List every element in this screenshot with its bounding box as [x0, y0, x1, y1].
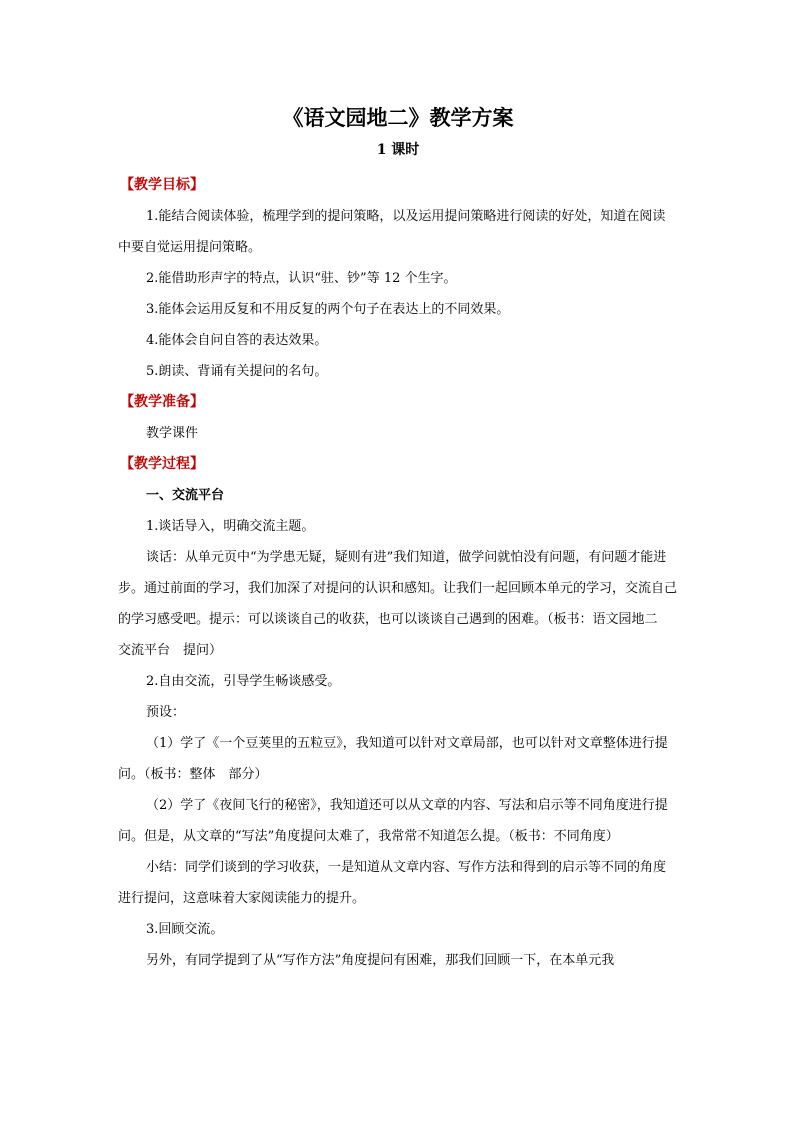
section-objectives — [118, 170, 678, 387]
paragraph: 教学课件 — [146, 426, 199, 441]
paragraph: 另外，有同学提到了从“写作方法”角度提问有困难，那我们回顾一下，在本单元我 — [146, 953, 615, 968]
section-heading: 【教学目标】 — [120, 177, 204, 193]
subheading: 一、交流平台 — [146, 488, 225, 503]
paragraph: 4.能体会自问自答的表达效果。 — [146, 333, 328, 348]
paragraph: （1）学了《一个豆荚里的五粒豆》，我知道可以针对文章局部，也可以针对文章整体进行提问。（板书：整体 部分） — [118, 736, 668, 782]
paragraph: （2）学了《夜间飞行的秘密》，我知道还可以从文章的内容、写法和启示等不同角度进行提问。但是，从文章的“写法”角度提问太难了，我常常不知道怎么提。（板书：不同角度） — [118, 798, 668, 844]
paragraph: 5.朗读、背诵有关提问的名句。 — [146, 364, 328, 379]
paragraph: 1.谈话导入，明确交流主题。 — [146, 519, 315, 534]
section-preparation — [118, 387, 678, 449]
paragraph: 2.自由交流，引导学生畅谈感受。 — [146, 674, 341, 689]
document-subtitle: 1 课时 — [376, 142, 420, 158]
paragraph: 3.能体会运用反复和不用反复的两个句子在表达上的不同效果。 — [146, 302, 510, 317]
section-process — [118, 449, 678, 976]
document-body — [118, 100, 678, 976]
paragraph: 小结：同学们谈到的学习收获，一是知道从文章内容、写作方法和得到的启示等不同的角度进行提问，这意味着大家阅读能力的提升。 — [118, 860, 667, 906]
paragraph: 3.回顾交流。 — [146, 922, 224, 937]
paragraph: 2.能借助形声字的特点，认识“驻、钞”等 12 个生字。 — [146, 271, 457, 286]
section-heading: 【教学准备】 — [120, 394, 204, 410]
paragraph: 谈话：从单元页中“为学患无疑，疑则有进”我们知道，做学问就怕没有问题，有问题才能进步。通过前面的学习，我们加深了对提问的认识和感知。让我们一起回顾本单元的学习，交流自己的学习感受吧。提示：可以谈谈自己的收获，也可以谈谈自己遇到的困难。（板书：语文园地二 交流平台 提问） — [118, 550, 678, 658]
document-title: 《语文园地二》教学方案 — [282, 105, 514, 130]
paragraph: 1.能结合阅读体验，梳理学到的提问策略，以及运用提问策略进行阅读的好处，知道在阅读中要自觉运用提问策略。 — [118, 209, 666, 255]
paragraph: 预设： — [146, 705, 186, 720]
section-heading: 【教学过程】 — [120, 456, 204, 472]
